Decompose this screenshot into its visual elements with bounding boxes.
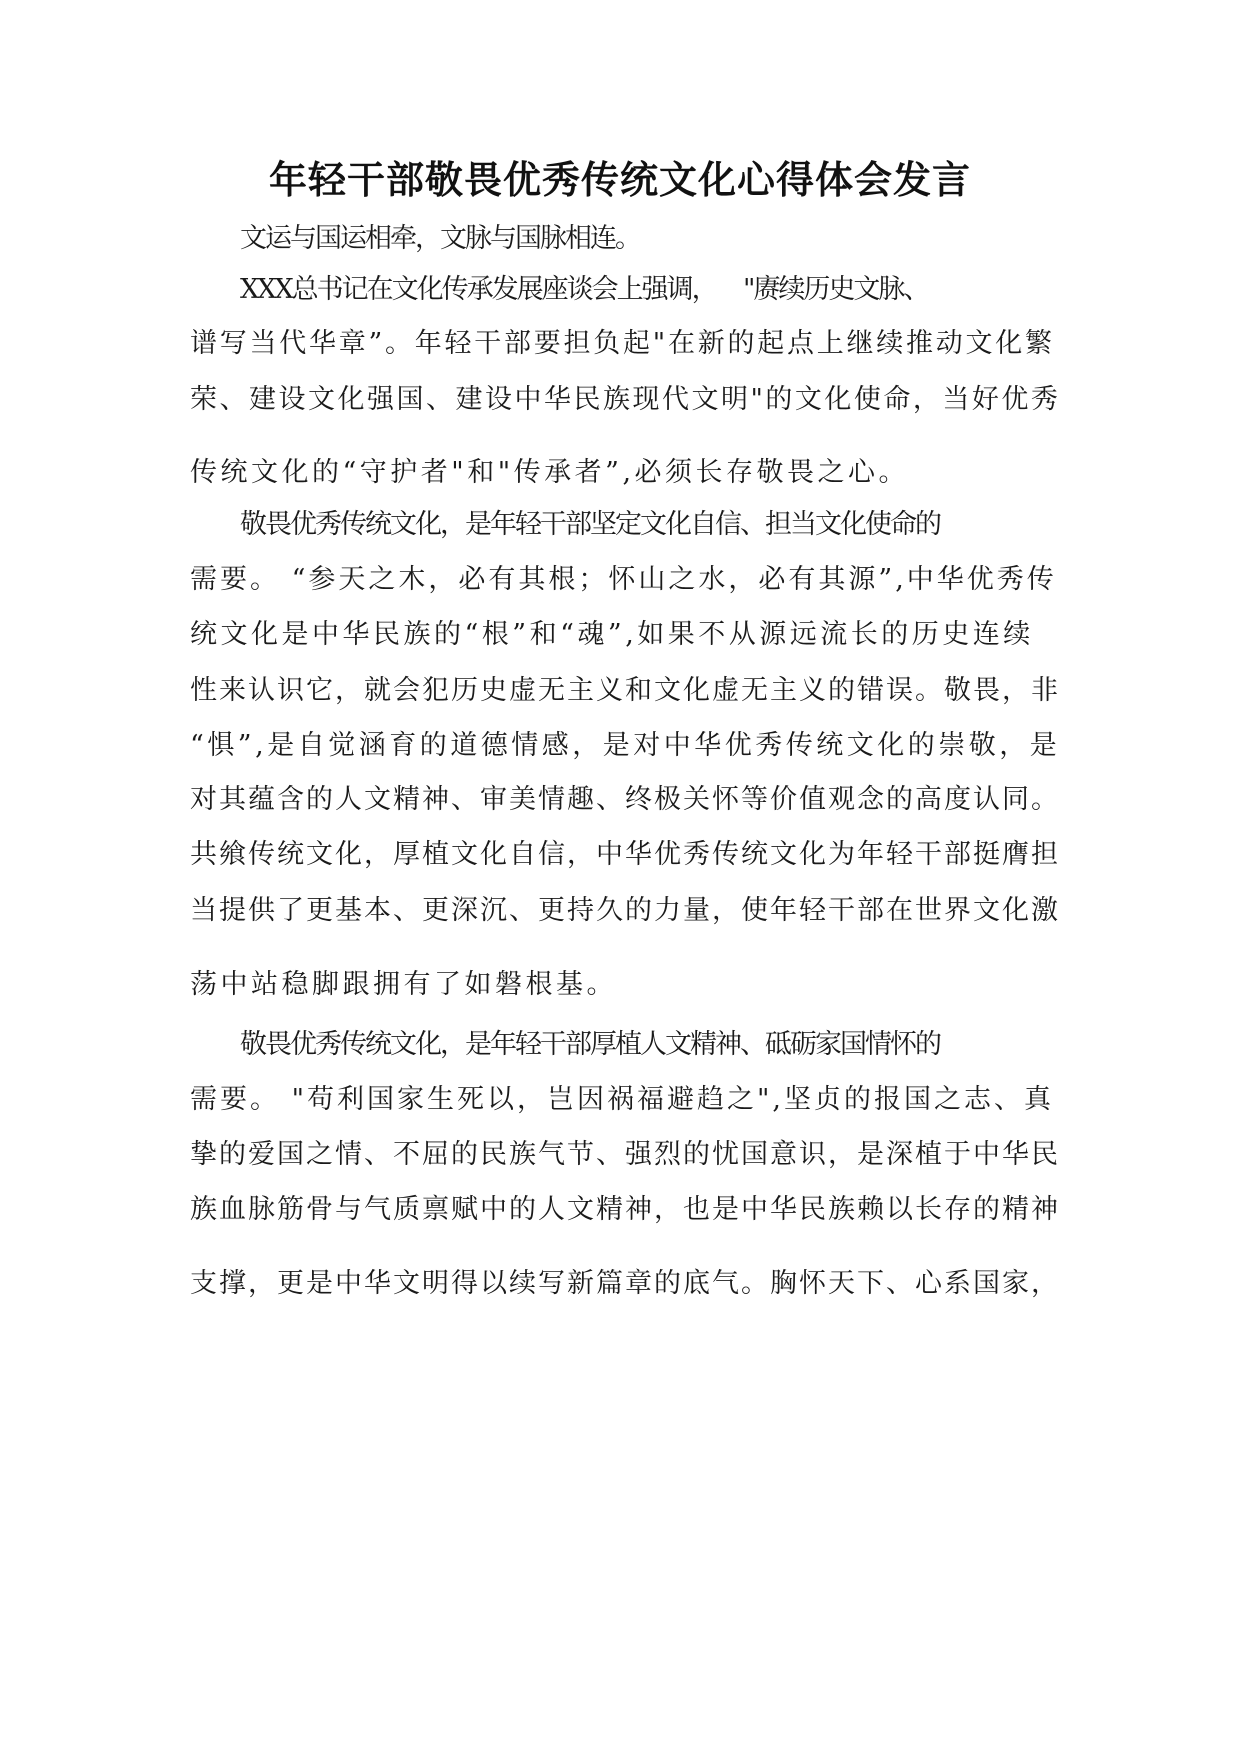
paragraph-line: 统文化是中华民族的“根”和“魂”,如果不从源远流长的历史连续 xyxy=(190,619,1034,650)
paragraph-line: 谱写当代华章”。年轻干部要担负起"在新的起点上继续推动文化繁 xyxy=(190,328,1055,359)
paragraph-line: “惧”,是自觉涵育的道德情感，是对中华优秀传统文化的崇敬，是 xyxy=(190,730,1061,761)
paragraph-line: 传统文化的“守护者"和"传承者”,必须长存敬畏之心。 xyxy=(190,457,910,488)
paragraph-line: 需要。 “参天之木，必有其根；怀山之水，必有其源”,中华优秀传 xyxy=(190,564,1057,595)
paragraph-line: 荣、建设文化强国、建设中华民族现代文明"的文化使命，当好优秀 xyxy=(190,384,1061,415)
paragraph-line: XXX总书记在文化传承发展座谈会上强调， "赓续历史文脉、 xyxy=(240,274,929,305)
paragraph-line: 需要。 "苟利国家生死以，岂因祸福避趋之",坚贞的报国之志、真 xyxy=(190,1084,1055,1115)
paragraph-line: 敬畏优秀传统文化，是年轻干部坚定文化自信、担当文化使命的 xyxy=(240,509,940,540)
paragraph-line: 挚的爱国之情、不屈的民族气节、强烈的忧国意识，是深植于中华民 xyxy=(190,1139,1060,1170)
document-title: 年轻干部敬畏优秀传统文化心得体会发言 xyxy=(268,158,971,202)
paragraph-line: 共飨传统文化，厚植文化自信，中华优秀传统文化为年轻干部挺膺担 xyxy=(190,839,1060,870)
paragraph-line: 支撑，更是中华文明得以续写新篇章的底气。胸怀天下、心系国家， xyxy=(190,1268,1060,1299)
paragraph-line: 文运与国运相牵，文脉与国脉相连。 xyxy=(240,223,640,254)
paragraph-line: 当提供了更基本、更深沉、更持久的力量，使年轻干部在世界文化激 xyxy=(190,895,1060,926)
paragraph-line: 荡中站稳脚跟拥有了如磐根基。 xyxy=(190,969,617,1000)
paragraph-line: 对其蕴含的人文精神、审美情趣、终极关怀等价值观念的高度认同。 xyxy=(190,784,1060,815)
paragraph-line: 敬畏优秀传统文化，是年轻干部厚植人文精神、砥砺家国情怀的 xyxy=(240,1029,940,1060)
paragraph-line: 性来认识它，就会犯历史虚无主义和文化虚无主义的错误。敬畏，非 xyxy=(190,675,1060,706)
paragraph-line: 族血脉筋骨与气质禀赋中的人文精神，也是中华民族赖以长存的精神 xyxy=(190,1194,1060,1225)
